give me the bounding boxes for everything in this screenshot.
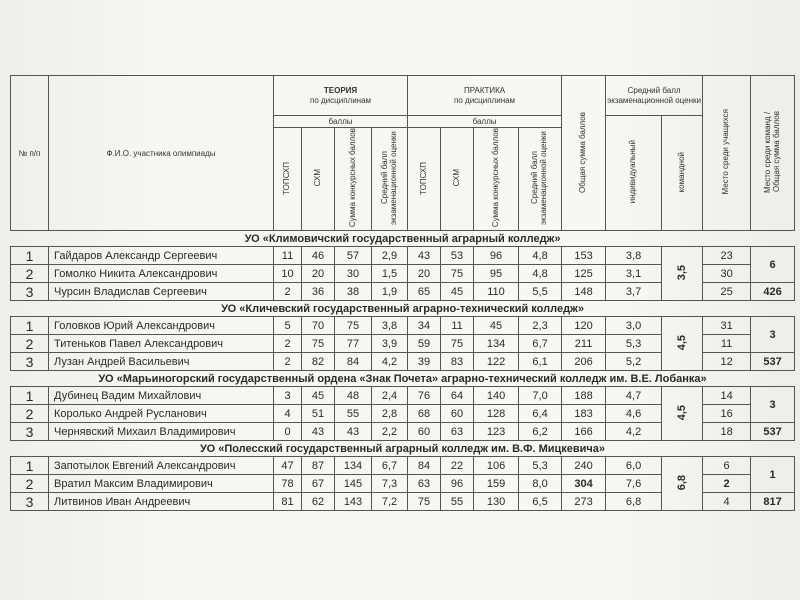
cell-t2: 67 bbox=[302, 475, 335, 493]
cell-ind: 4,7 bbox=[606, 387, 662, 405]
cell-total: 183 bbox=[562, 405, 606, 423]
cell-t2: 36 bbox=[302, 283, 335, 301]
cell-t2: 20 bbox=[302, 265, 335, 283]
row-number: 1 bbox=[11, 317, 49, 335]
cell-ts: 145 bbox=[335, 475, 372, 493]
header-theory-sum: Сумма конкурсных баллов bbox=[347, 128, 357, 228]
place-students: 12 bbox=[703, 353, 751, 371]
cell-total: 166 bbox=[562, 423, 606, 441]
header-practice bbox=[408, 76, 562, 116]
college-section-row bbox=[11, 301, 795, 317]
place-students: 25 bbox=[703, 283, 751, 301]
header-practice-avg: Средний балл экзаменационной оценки bbox=[530, 131, 549, 225]
cell-ps: 106 bbox=[474, 457, 519, 475]
cell-ind: 3,1 bbox=[606, 265, 662, 283]
cell-pa: 2,3 bbox=[519, 317, 562, 335]
participant-name: Королько Андрей Русланович bbox=[49, 405, 274, 423]
cell-pa: 6,7 bbox=[519, 335, 562, 353]
team-avg-cell bbox=[662, 387, 703, 441]
row-number: 3 bbox=[11, 493, 49, 511]
cell-total: 125 bbox=[562, 265, 606, 283]
place-students: 6 bbox=[703, 457, 751, 475]
cell-t2: 46 bbox=[302, 247, 335, 265]
cell-ts: 143 bbox=[335, 493, 372, 511]
cell-p2: 63 bbox=[441, 423, 474, 441]
cell-pa: 7,0 bbox=[519, 387, 562, 405]
cell-ts: 77 bbox=[335, 335, 372, 353]
cell-p1: 43 bbox=[408, 247, 441, 265]
cell-ps: 123 bbox=[474, 423, 519, 441]
cell-p1: 60 bbox=[408, 423, 441, 441]
row-number: 1 bbox=[11, 457, 49, 475]
cell-ta: 1,9 bbox=[372, 283, 408, 301]
header-individual: индивидуальный bbox=[628, 140, 638, 204]
college-title: УО «Кличевский государственный аграрно-технический колледж» bbox=[11, 301, 795, 317]
cell-ta: 6,7 bbox=[372, 457, 408, 475]
college-title: УО «Полесский государственный аграрный колледж им. В.Ф. Мицкевича» bbox=[11, 441, 795, 457]
place-students: 30 bbox=[703, 265, 751, 283]
cell-p1: 65 bbox=[408, 283, 441, 301]
team-avg-cell bbox=[662, 457, 703, 511]
cell-ind: 6,0 bbox=[606, 457, 662, 475]
participant-name: Литвинов Иван Андреевич bbox=[49, 493, 274, 511]
college-title: УО «Марьиногорский государственный ордена «Знак Почета» аграрно-технический колледж им. В.Е. Лобанка» bbox=[11, 371, 795, 387]
header-team: командной bbox=[676, 151, 686, 193]
cell-pa: 6,1 bbox=[519, 353, 562, 371]
row-number: 3 bbox=[11, 353, 49, 371]
header-practice-skhm: СХМ bbox=[451, 169, 461, 187]
cell-t1: 3 bbox=[274, 387, 302, 405]
cell-total: 188 bbox=[562, 387, 606, 405]
college-section-row bbox=[11, 441, 795, 457]
college-section-row bbox=[11, 371, 795, 387]
header-fio: Ф.И.О. участника олимпиады bbox=[49, 76, 274, 231]
cell-p2: 83 bbox=[441, 353, 474, 371]
cell-ind: 3,8 bbox=[606, 247, 662, 265]
place-students: 23 bbox=[703, 247, 751, 265]
cell-ps: 130 bbox=[474, 493, 519, 511]
cell-ts: 84 bbox=[335, 353, 372, 371]
cell-ps: 128 bbox=[474, 405, 519, 423]
row-number: 1 bbox=[11, 387, 49, 405]
cell-ps: 140 bbox=[474, 387, 519, 405]
team-place: 3 bbox=[751, 387, 795, 423]
row-number: 2 bbox=[11, 405, 49, 423]
row-number: 3 bbox=[11, 283, 49, 301]
table-row bbox=[11, 317, 795, 335]
cell-p1: 75 bbox=[408, 493, 441, 511]
table-row bbox=[11, 247, 795, 265]
cell-t2: 43 bbox=[302, 423, 335, 441]
cell-pa: 4,8 bbox=[519, 265, 562, 283]
header-theory-title: ТЕОРИЯ bbox=[323, 86, 358, 96]
participant-name: Головков Юрий Александрович bbox=[49, 317, 274, 335]
cell-ind: 5,3 bbox=[606, 335, 662, 353]
cell-ts: 75 bbox=[335, 317, 372, 335]
cell-t1: 2 bbox=[274, 283, 302, 301]
cell-ta: 2,2 bbox=[372, 423, 408, 441]
header-theory-avg: Средний балл экзаменационной оценки bbox=[379, 131, 398, 225]
cell-ta: 2,9 bbox=[372, 247, 408, 265]
cell-t1: 10 bbox=[274, 265, 302, 283]
cell-ps: 122 bbox=[474, 353, 519, 371]
team-sum: 426 bbox=[751, 283, 795, 301]
row-number: 3 bbox=[11, 423, 49, 441]
team-sum: 817 bbox=[751, 493, 795, 511]
cell-ps: 159 bbox=[474, 475, 519, 493]
college-title: УО «Климовичский государственный аграрный колледж» bbox=[11, 231, 795, 247]
team-avg: 4,5 bbox=[676, 404, 689, 420]
team-sum: 537 bbox=[751, 423, 795, 441]
cell-pa: 6,5 bbox=[519, 493, 562, 511]
cell-t2: 87 bbox=[302, 457, 335, 475]
place-students: 14 bbox=[703, 387, 751, 405]
cell-p2: 64 bbox=[441, 387, 474, 405]
cell-pa: 8,0 bbox=[519, 475, 562, 493]
participant-name: Вратил Максим Владимирович bbox=[49, 475, 274, 493]
cell-ts: 43 bbox=[335, 423, 372, 441]
cell-ta: 7,3 bbox=[372, 475, 408, 493]
cell-p2: 22 bbox=[441, 457, 474, 475]
cell-pa: 5,3 bbox=[519, 457, 562, 475]
results-table bbox=[10, 75, 795, 511]
cell-p1: 63 bbox=[408, 475, 441, 493]
cell-ind: 7,6 bbox=[606, 475, 662, 493]
participant-name: Запотылок Евгений Александрович bbox=[49, 457, 274, 475]
team-place: 3 bbox=[751, 317, 795, 353]
table-row bbox=[11, 457, 795, 475]
cell-t2: 82 bbox=[302, 353, 335, 371]
cell-ps: 134 bbox=[474, 335, 519, 353]
team-avg-cell bbox=[662, 247, 703, 301]
college-section-row bbox=[11, 231, 795, 247]
header-theory-topskhp: ТОПСХП bbox=[282, 161, 292, 195]
table-header bbox=[11, 76, 795, 231]
cell-ts: 38 bbox=[335, 283, 372, 301]
team-place: 1 bbox=[751, 457, 795, 493]
cell-ta: 3,8 bbox=[372, 317, 408, 335]
cell-ts: 57 bbox=[335, 247, 372, 265]
cell-p2: 75 bbox=[441, 265, 474, 283]
cell-t1: 78 bbox=[274, 475, 302, 493]
team-place: 6 bbox=[751, 247, 795, 283]
header-practice-title: ПРАКТИКА bbox=[463, 86, 506, 96]
cell-t1: 47 bbox=[274, 457, 302, 475]
cell-ind: 3,0 bbox=[606, 317, 662, 335]
header-practice-sum: Сумма конкурсных баллов bbox=[490, 128, 500, 228]
place-students: 31 bbox=[703, 317, 751, 335]
team-sum: 537 bbox=[751, 353, 795, 371]
cell-pa: 4,8 bbox=[519, 247, 562, 265]
cell-ind: 4,6 bbox=[606, 405, 662, 423]
cell-ts: 30 bbox=[335, 265, 372, 283]
cell-total: 273 bbox=[562, 493, 606, 511]
cell-t1: 4 bbox=[274, 405, 302, 423]
cell-ps: 45 bbox=[474, 317, 519, 335]
row-number: 2 bbox=[11, 265, 49, 283]
participant-name: Чурсин Владислав Сергеевич bbox=[49, 283, 274, 301]
cell-p2: 55 bbox=[441, 493, 474, 511]
cell-p1: 76 bbox=[408, 387, 441, 405]
participant-name: Титеньков Павел Александрович bbox=[49, 335, 274, 353]
cell-t2: 51 bbox=[302, 405, 335, 423]
cell-ts: 48 bbox=[335, 387, 372, 405]
cell-ps: 96 bbox=[474, 247, 519, 265]
cell-t1: 11 bbox=[274, 247, 302, 265]
cell-p1: 84 bbox=[408, 457, 441, 475]
cell-p2: 45 bbox=[441, 283, 474, 301]
team-avg: 6,8 bbox=[676, 474, 689, 490]
header-practice-sub: по дисциплинам bbox=[454, 95, 516, 105]
header-place-teams: Место среди команд / Общая сумма баллов bbox=[762, 111, 781, 193]
cell-t2: 62 bbox=[302, 493, 335, 511]
cell-ta: 4,2 bbox=[372, 353, 408, 371]
cell-ta: 2,8 bbox=[372, 405, 408, 423]
participant-name: Чернявский Михаил Владимирович bbox=[49, 423, 274, 441]
cell-t1: 81 bbox=[274, 493, 302, 511]
row-number: 2 bbox=[11, 335, 49, 353]
cell-ps: 110 bbox=[474, 283, 519, 301]
cell-ta: 7,2 bbox=[372, 493, 408, 511]
team-avg-cell bbox=[662, 317, 703, 371]
cell-p1: 39 bbox=[408, 353, 441, 371]
cell-t2: 70 bbox=[302, 317, 335, 335]
cell-p1: 34 bbox=[408, 317, 441, 335]
cell-t1: 0 bbox=[274, 423, 302, 441]
cell-ind: 4,2 bbox=[606, 423, 662, 441]
place-students: 2 bbox=[703, 475, 751, 493]
participant-name: Лузан Андрей Васильевич bbox=[49, 353, 274, 371]
row-number: 2 bbox=[11, 475, 49, 493]
place-students: 16 bbox=[703, 405, 751, 423]
cell-total: 304 bbox=[562, 475, 606, 493]
cell-p2: 11 bbox=[441, 317, 474, 335]
cell-total: 148 bbox=[562, 283, 606, 301]
header-theory-skhm: СХМ bbox=[312, 169, 322, 187]
cell-p1: 20 bbox=[408, 265, 441, 283]
cell-pa: 6,4 bbox=[519, 405, 562, 423]
cell-p2: 53 bbox=[441, 247, 474, 265]
participant-name: Гайдаров Александр Сергеевич bbox=[49, 247, 274, 265]
cell-total: 153 bbox=[562, 247, 606, 265]
cell-pa: 6,2 bbox=[519, 423, 562, 441]
cell-ts: 55 bbox=[335, 405, 372, 423]
header-total: Общая сумма баллов bbox=[578, 111, 588, 193]
participant-name: Гомолко Никита Александрович bbox=[49, 265, 274, 283]
cell-total: 206 bbox=[562, 353, 606, 371]
cell-pa: 5,5 bbox=[519, 283, 562, 301]
cell-p2: 96 bbox=[441, 475, 474, 493]
cell-ta: 3,9 bbox=[372, 335, 408, 353]
cell-p1: 68 bbox=[408, 405, 441, 423]
cell-ind: 6,8 bbox=[606, 493, 662, 511]
cell-t1: 2 bbox=[274, 353, 302, 371]
header-theory-points: баллы bbox=[274, 116, 408, 128]
header-place-students: Место среди учащихся bbox=[721, 109, 731, 195]
cell-total: 240 bbox=[562, 457, 606, 475]
cell-ind: 3,7 bbox=[606, 283, 662, 301]
participant-name: Дубинец Вадим Михайлович bbox=[49, 387, 274, 405]
row-number: 1 bbox=[11, 247, 49, 265]
cell-t1: 5 bbox=[274, 317, 302, 335]
cell-p2: 60 bbox=[441, 405, 474, 423]
header-practice-points: баллы bbox=[408, 116, 562, 128]
header-practice-topskhp: ТОПСХП bbox=[418, 161, 428, 195]
cell-p1: 59 bbox=[408, 335, 441, 353]
place-students: 4 bbox=[703, 493, 751, 511]
table-body bbox=[11, 231, 795, 511]
cell-total: 211 bbox=[562, 335, 606, 353]
cell-t2: 75 bbox=[302, 335, 335, 353]
header-avg: Средний балл экзаменационной оценки bbox=[606, 76, 703, 116]
team-avg: 3,5 bbox=[676, 264, 689, 280]
header-theory bbox=[274, 76, 408, 116]
cell-ta: 1,5 bbox=[372, 265, 408, 283]
cell-total: 120 bbox=[562, 317, 606, 335]
place-students: 18 bbox=[703, 423, 751, 441]
header-no: № п/п bbox=[11, 76, 49, 231]
table-row bbox=[11, 387, 795, 405]
cell-ind: 5,2 bbox=[606, 353, 662, 371]
team-avg: 4,5 bbox=[676, 334, 689, 350]
cell-t2: 45 bbox=[302, 387, 335, 405]
header-theory-sub: по дисциплинам bbox=[310, 95, 372, 105]
cell-t1: 2 bbox=[274, 335, 302, 353]
cell-ta: 2,4 bbox=[372, 387, 408, 405]
place-students: 11 bbox=[703, 335, 751, 353]
cell-ts: 134 bbox=[335, 457, 372, 475]
cell-ps: 95 bbox=[474, 265, 519, 283]
cell-p2: 75 bbox=[441, 335, 474, 353]
